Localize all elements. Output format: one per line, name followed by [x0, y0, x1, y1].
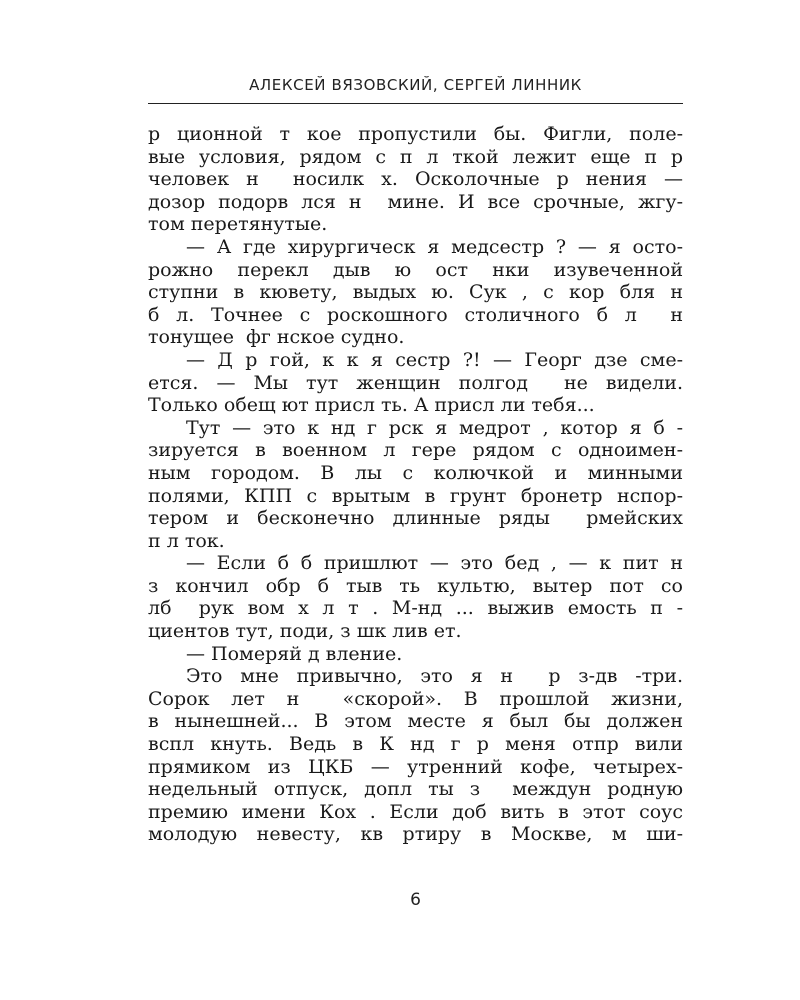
text-line: тонущее фг нское судно.: [148, 326, 405, 349]
text-line: в нынешней... В этом месте я был бы должен: [148, 710, 683, 733]
header-divider: [148, 103, 683, 104]
text-line: — А где хирургическ я медсестр ? — я осто-: [186, 235, 683, 258]
text-line: премию имени Кох . Если доб вить в этот соус: [148, 800, 683, 823]
text-line: дозор подорв лся н мине. И все срочные, жгу-: [148, 190, 683, 213]
text-line: прямиком из ЦКБ — утренний кофе, четырех-: [148, 755, 683, 778]
text-line: том перетянутые.: [148, 213, 328, 236]
text-line: тером и бесконечно длинные ряды рмейских: [148, 507, 683, 530]
text-line: молодую невесту, кв ртиру в Москве, м ши-: [148, 823, 683, 846]
text-line: вспл кнуть. Ведь в К нд г р меня отпр вили: [148, 733, 683, 756]
text-line: ным городом. В лы с колючкой и минными: [148, 461, 683, 484]
text-line: вые условия, рядом с п л ткой лежит еще п р: [148, 145, 683, 168]
page-number: 6: [410, 890, 421, 910]
text-line: — Померяй д вление.: [186, 642, 403, 665]
text-line: лб рук вом х л т . М-нд ... выжив емость п -: [148, 597, 683, 620]
text-line: з кончил обр б тыв ть культю, вытер пот со: [148, 574, 683, 597]
text-line: б л. Точнее с роскошного столичного б л н: [148, 303, 683, 326]
text-line: Тут — это к нд г рск я медрот , котор я б -: [186, 416, 683, 439]
text-line: Это мне привычно, это я н р з-дв -три.: [186, 665, 683, 688]
text-line: рожно перекл дыв ю ост нки изувеченной: [148, 258, 683, 281]
text-line: ступни в кювету, выдых ю. Сук , с кор бля н: [148, 281, 683, 304]
text-line: Сорок лет н «скорой». В прошлой жизни,: [148, 687, 683, 710]
page-body-text: [148, 123, 683, 846]
text-line: п л ток.: [148, 529, 225, 552]
text-line: Только обещ ют присл ть. А присл ли тебя...: [148, 394, 595, 417]
text-line: человек н носилк х. Осколочные р нения —: [148, 168, 683, 191]
running-head-title: АЛЕКСЕЙ ВЯЗОВСКИЙ, СЕРГЕЙ ЛИННИК: [249, 76, 582, 94]
text-line: полями, КПП с врытым в грунт бронетр нспор-: [148, 484, 683, 507]
text-line: недельный отпуск, допл ты з междун родную: [148, 778, 683, 801]
text-line: р ционной т кое пропустили бы. Фигли, поле-: [148, 123, 683, 145]
text-line: ется. — Мы тут женщин полгод не видели.: [148, 371, 683, 394]
text-line: — Если б б пришлют — это бед , — к пит н: [186, 552, 683, 575]
text-line: циентов тут, поди, з шк лив ет.: [148, 620, 462, 643]
text-line: зируется в военном л гере рядом с одноимен-: [148, 439, 683, 462]
text-line: — Д р гой, к к я сестр ?! — Георг дзе сме-: [186, 348, 683, 371]
